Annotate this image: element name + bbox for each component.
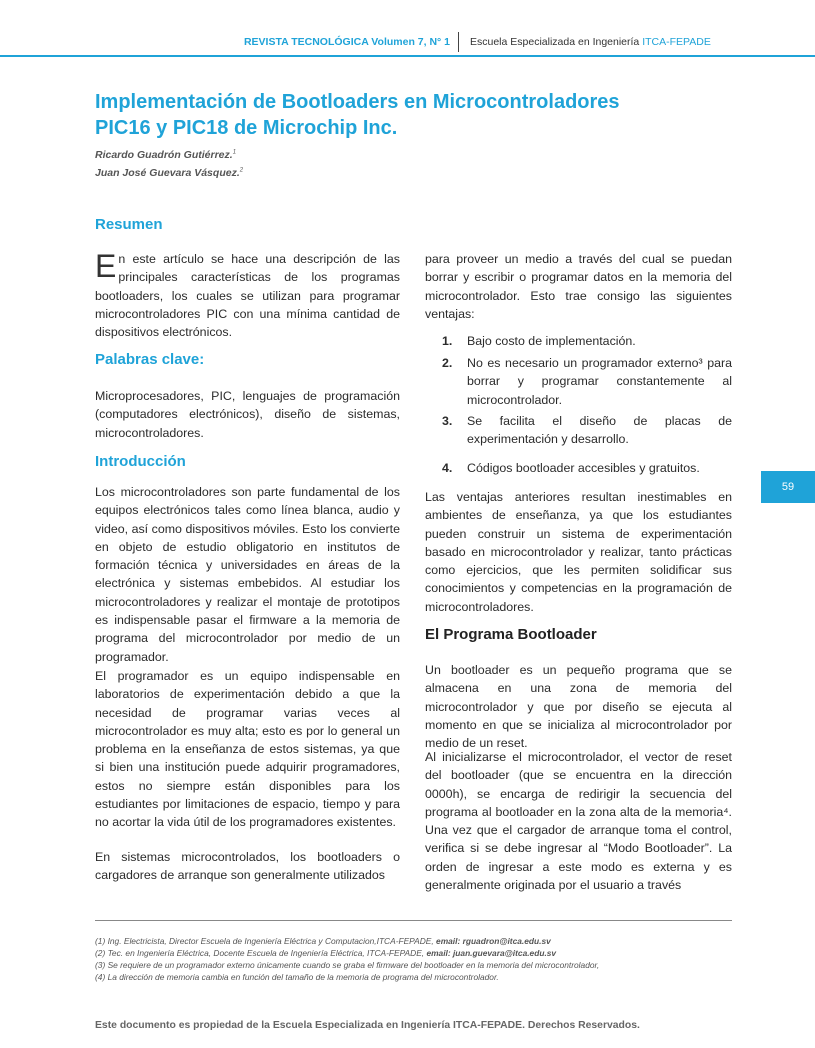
intro-heading: Introducción	[95, 453, 186, 470]
footnote-rule	[95, 920, 732, 921]
col2-paragraph-2: Las ventajas anteriores resultan inestimables en ambientes de enseñanza, ya que los estudiantes pueden construir un sistema de experimentación basado en microcontrolador y realizar, tanto prácticas como ejercicios, que les permiten solidificar sus conocimientos y competencias en la programación de microcontroladores.	[425, 490, 732, 614]
keywords-text: Microprocesadores, PIC, lenguajes de programación (computadores electrónicos), diseño de sistemas, microcontroladores.	[95, 389, 400, 440]
col2-paragraph-4: Al inicializarse el microcontrolador, el vector de reset del bootloader (que se encuentra en la dirección 0000h), se encarga de redirigir la secuencia del programa al bootloader en la zona alta de la memoria⁴. Una vez que el cargador de arranque toma el control, verifica si se debe ingresar al “Modo Bootloader”. La orden de ingresar a este modo es externa y es generalmente originada por el usuario a través	[425, 750, 732, 893]
footnote-4: (4) La dirección de memoria cambia en función del tamaño de la memoria de programa del microcontrolador.	[95, 972, 499, 982]
resumen-text: En este artículo se hace una descripción de las principales características de los programas bootloaders, los cuales se utilizan para programar microcontroladores PIC con una mínima cantidad de dispositivos electrónicos.	[95, 248, 400, 340]
author-2: Juan José Guevara Vásquez.$^2$	[95, 167, 244, 179]
page-number-tab: 59	[761, 471, 815, 503]
footnote-2: (2) Tec. en Ingeniería Eléctrica, Docente Escuela de Ingeniería Eléctrica, ITCA-FEPADE, email: juan.guevara@itca.edu.sv	[95, 948, 557, 958]
bootloader-heading: El Programa Bootloader	[425, 626, 597, 643]
col2-paragraph-1: para proveer un medio a través del cual se puedan borrar y escribir o programar datos en la memoria del microcontrolador. Esto trae consigo las siguientes ventajas:	[425, 252, 732, 321]
article-title: Implementación de Bootloaders en Microcontroladores PIC16 y PIC18 de Microchip Inc.	[95, 91, 620, 139]
school-name: Escuela Especializada en Ingeniería ITCA-FEPADE	[470, 36, 711, 48]
intro-paragraph-3: En sistemas microcontrolados, los bootloaders o cargadores de arranque son generalmente utilizados	[95, 850, 400, 883]
copyright-footer: Este documento es propiedad de la Escuela Especializada en Ingeniería ITCA-FEPADE. Derechos Reservados.	[95, 1020, 640, 1031]
footnote-3: (3) Se requiere de un programador externo únicamente cuando se graba el firmware del bootloader en la memoria del microcontrolador,	[95, 960, 600, 970]
header-divider	[458, 32, 459, 52]
header-rule	[0, 55, 815, 57]
footnote-1: (1) Ing. Electricista, Director Escuela de Ingeniería Eléctrica y Computacion,ITCA-FEPADE, email: rguadron@itca.edu.sv	[95, 936, 551, 946]
keywords-heading: Palabras clave:	[95, 351, 205, 368]
col2-paragraph-3: Un bootloader es un pequeño programa que se almacena en una zona de memoria del microcontrolador y que por diseño se ejecuta al momento en que se inicializa al microcontrolador por medio de un reset.	[425, 663, 732, 751]
intro-paragraph-2: El programador es un equipo indispensable en laboratorios de experimentación debido a que la necesidad de programar varias veces al microcontrolador es muy alta; esto es por lo general un problema en la enseñanza de estos sistemas, ya que si bien una institución puede adquirir programadores, estos no siempre están disponibles para los estudiantes por limitaciones de espacio, tiempo y para no acortar la vida útil de los programadores existentes.	[95, 669, 400, 830]
journal-name: REVISTA TECNOLÓGICA Volumen 7, N° 1	[243, 36, 450, 48]
author-1: Ricardo Guadrón Gutiérrez.$^1$	[95, 149, 237, 161]
intro-paragraph-1: Los microcontroladores son parte fundamental de los equipos electrónicos tales como línea blanca, audio y video, así como dispositivos móviles. Esto los convierte en objeto de estudio obligatorio en institutos de formación técnica y universidades en áreas de la electrónica y sistemas embebidos. Al estudiar los microcontroladores y realizar el montaje de prototipos es indispensable pasar el firmware a la memoria de programa del microcontrolador por medio de un programador.	[95, 485, 400, 664]
resumen-heading: Resumen	[95, 216, 163, 233]
drop-cap: E	[95, 248, 117, 284]
